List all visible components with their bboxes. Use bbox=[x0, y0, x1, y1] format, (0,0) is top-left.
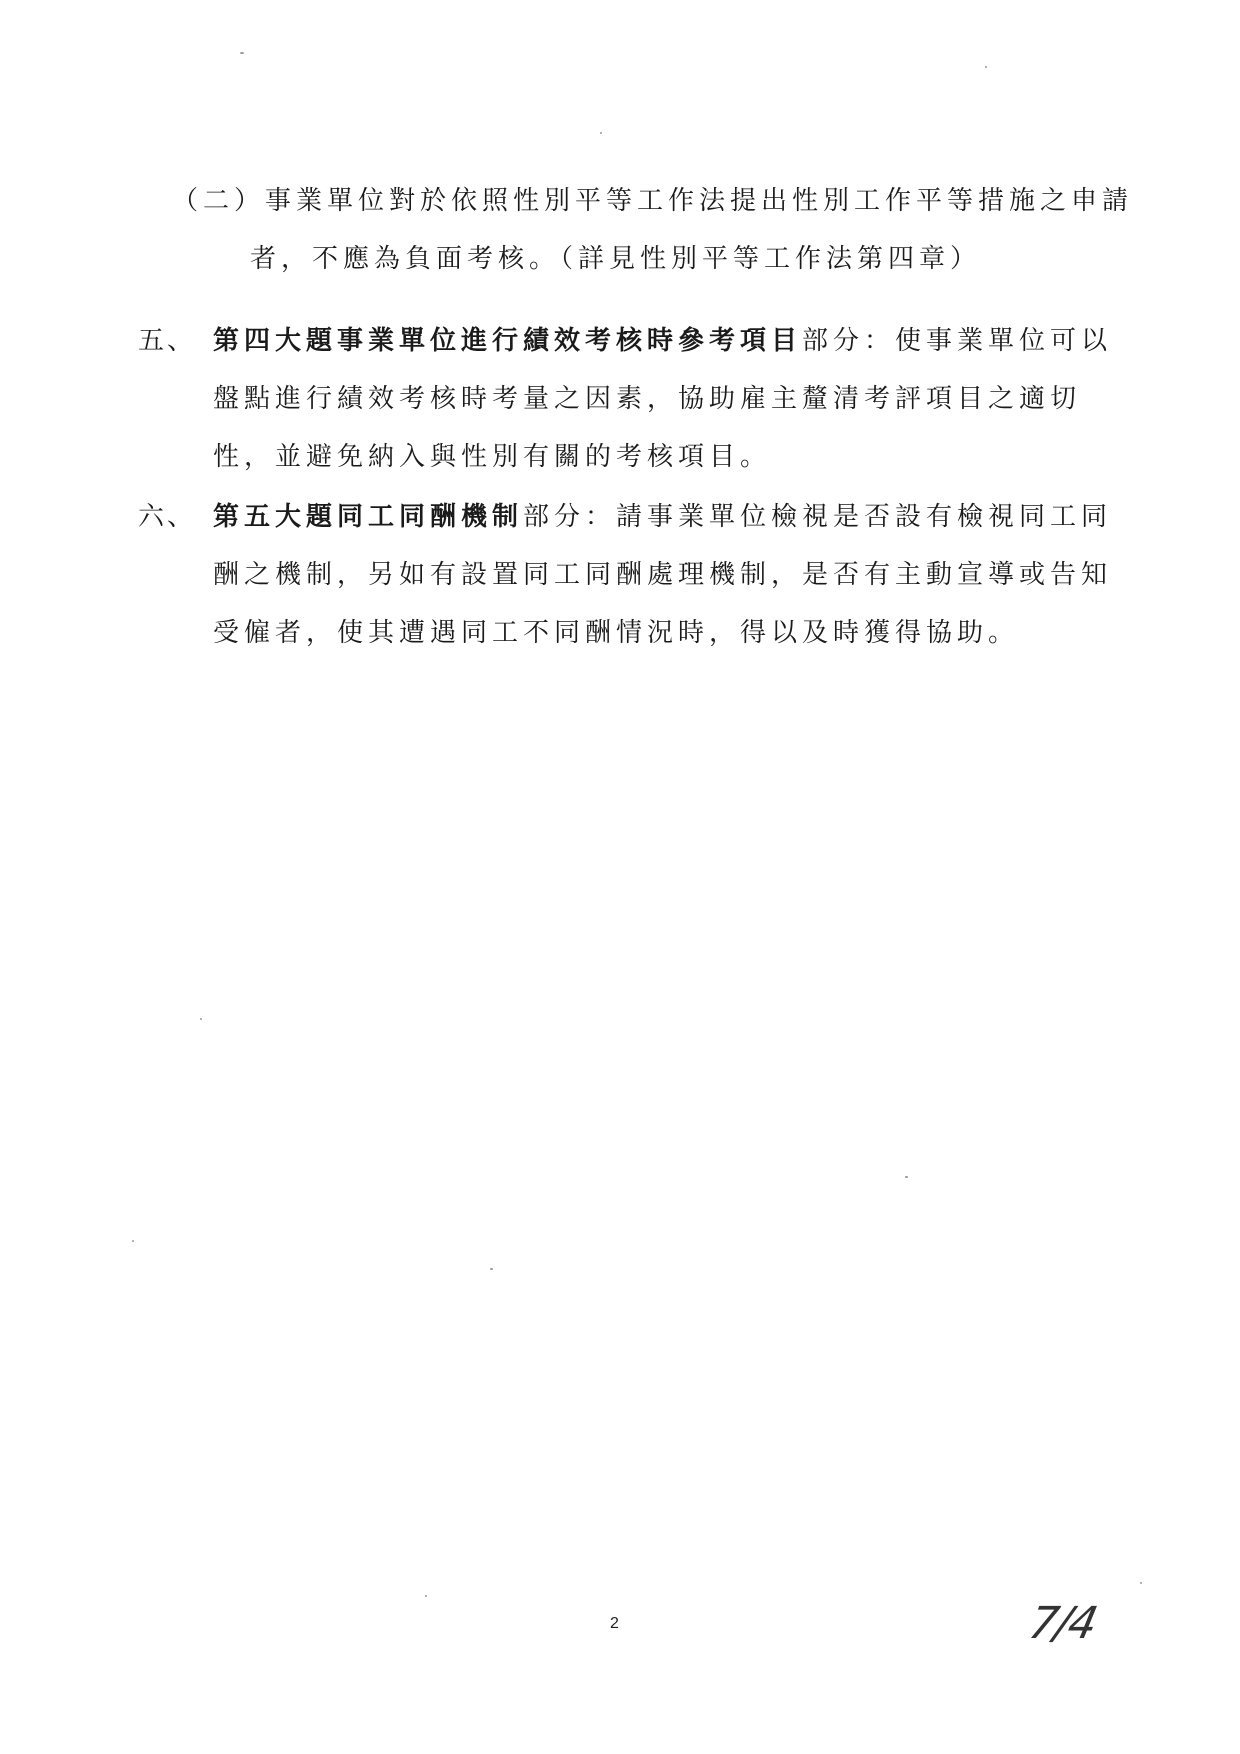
section-two-line-1 bbox=[172, 172, 1133, 230]
item-five-paragraph bbox=[213, 312, 1112, 486]
item-five-line-3: 性，並避免納入與性別有關的考核項目。 bbox=[213, 442, 772, 472]
scan-speck bbox=[1140, 1582, 1142, 1584]
item-six-line-2: 酬之機制，另如有設置同工同酬處理機制，是否有主動宣導或告知 bbox=[213, 560, 1113, 590]
item-five-line-2: 盤點進行績效考核時考量之因素，協助雇主釐清考評項目之適切 bbox=[213, 384, 1082, 414]
page-number: 2 bbox=[610, 1615, 619, 1632]
item-five-line-1 bbox=[213, 312, 1112, 370]
scan-speck bbox=[600, 132, 602, 134]
scan-speck bbox=[240, 52, 244, 54]
item-six-heading: 第五大題同工同酬機制 bbox=[213, 502, 524, 532]
item-five-heading: 第四大題事業單位進行績效考核時參考項目 bbox=[213, 326, 803, 356]
item-six-paragraph bbox=[213, 488, 1112, 662]
item-six-line-1-rest: 部分：請事業單位檢視是否設有檢視同工同 bbox=[523, 502, 1113, 532]
scan-speck bbox=[425, 1595, 427, 1597]
section-two-line-2: 者，不應為負面考核。（詳見性別平等工作法第四章） bbox=[250, 244, 982, 274]
item-five-line-1-rest: 部分：使事業單位可以 bbox=[802, 326, 1113, 356]
section-two-text-1: 事業單位對於依照性別平等工作法提出性別工作平等措施之申請 bbox=[265, 186, 1134, 216]
scan-speck bbox=[905, 1176, 908, 1178]
item-six-line-3: 受僱者，使其遭遇同工不同酬情況時，得以及時獲得協助。 bbox=[213, 618, 1020, 648]
scan-speck bbox=[200, 1018, 202, 1020]
scan-speck bbox=[490, 1268, 493, 1270]
section-two-marker: （二） bbox=[172, 186, 266, 216]
handwritten-mark: 7/4 bbox=[1024, 1598, 1101, 1649]
item-five-marker: 五、 bbox=[138, 326, 197, 356]
item-six-marker: 六、 bbox=[138, 502, 197, 532]
scan-speck bbox=[132, 1240, 134, 1242]
section-two-paragraph bbox=[172, 172, 1133, 288]
item-six-line-1 bbox=[213, 488, 1112, 546]
scan-speck bbox=[985, 66, 987, 68]
